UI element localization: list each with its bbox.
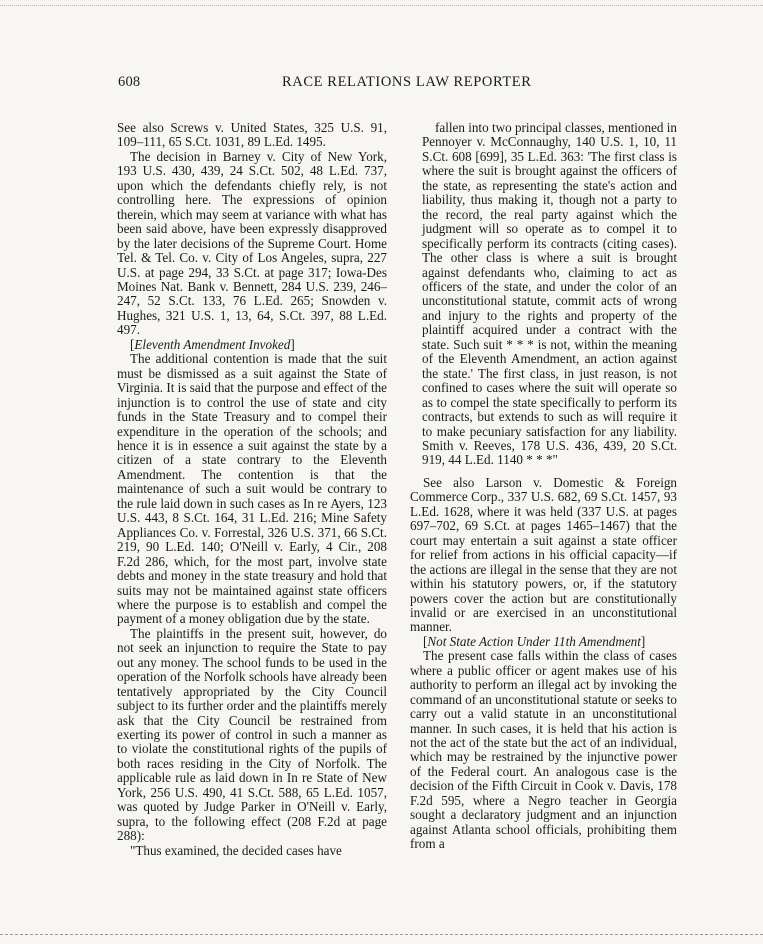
paragraph-present-case: The present case falls within the class of cases where a public officer or agent makes use of his authority to perform an illegal act by invoking the command of an unconstitutional statute or seeks to carry out a valid statute in an unconstitutional manner. In such cases, it is held that his action is not the act of the state but the act of an individual, which may be restrained by the injunctive power of the Federal court. An analogous case is the decision of the Fifth Circuit in Cook v. Davis, 178 F.2d 595, where a Negro teacher in Georgia sought a declaratory judgment and an injunction against Atlanta school officials, prohibiting them from a <box>410 648 677 852</box>
running-title: RACE RELATIONS LAW REPORTER <box>282 74 532 90</box>
section-heading-not-state-action <box>410 635 677 649</box>
paragraph-additional-contention: The additional contention is made that the suit must be dismissed as a suit against the State of Virginia. It is said that the purpose and effect of the injunction is to control the use of state and city funds in the State Treasury and to compel their expenditure in the operation of the schools; and hence it is in essence a suit against the state by a citizen of a state contrary to the Eleventh Amendment. The contention is that the maintenance of such a suit would be contrary to the rule laid down in such cases as In re Ayers, 123 U.S. 443, 8 S.Ct. 164, 31 L.Ed. 216; Mine Safety Appliances Co. v. Forrestal, 326 U.S. 371, 66 S.Ct. 219, 90 L.Ed. 140; O'Neill v. Early, 4 Cir., 208 F.2d 286, which, for the most part, involve state debts and money in the state treasury and hold that suits may not be maintained against state officers where the purpose is to establish and compel the payment of a money obligation due by the state. <box>117 351 387 627</box>
quote-start: "Thus examined, the decided cases have <box>130 842 342 858</box>
page-header <box>118 74 678 92</box>
paragraph-plaintiffs-present-suit: The plaintiffs in the present suit, however, do not seek an injunction to require the State to pay out any money. The school funds to be used in the operation of the Norfolk schools have already been tentatively appropriated by the City Council subject to its further order and the plaintiffs merely ask that the City Council be restrained from exerting its power of control in such a manner as to violate the constitutional rights of the pupils of both races residing in the City of Norfolk. The applicable rule as laid down in In re State of New York, 256 U.S. 490, 41 S.Ct. 588, 65 L.Ed. 1057, was quoted by Judge Parker in O'Neill v. Early, supra, to the following effect (208 F.2d at page 288): <box>117 625 387 844</box>
heading-bracket-close: ] <box>640 633 646 649</box>
right-column <box>410 121 677 852</box>
heading-text: Not State Action Under 11th Amendment <box>427 633 641 649</box>
section-heading-eleventh-amendment <box>117 338 387 352</box>
quote-continuation: fallen into two principal classes, mentioned in Pennoyer v. McConnaughy, 140 U.S. 1, 10, 11 S.Ct. 608 [699], 35 L.Ed. 363: 'The first class is where the suit is brought against the officers of the state, as representing the state's action and liability, thus making it, though not a party to the record, the real party against which the judgment will so operate as to compel it to specifically perform its contracts (citing cases). The other class is where a suit is brought against defendants who, claiming to act as officers of the state, and under the color of an unconstitutional statute, commit acts of wrong and injury to the rights and property of the plaintiff acquired under a contract with the state. Such suit * * * is not, within the meaning of the Eleventh Amendment, an action against the state.' The first class, in just reason, is not confined to cases where the suit will operate so as to compel the state specifically to perform its contracts, but extends to such as will require it to make pecuniary satisfaction for any liability. Smith v. Reeves, 178 U.S. 436, 439, 20 S.Ct. 919, 44 L.Ed. 1140 * * *" <box>422 120 677 468</box>
heading-bracket-open: [ <box>423 633 428 649</box>
left-column <box>117 121 387 858</box>
paragraph-larson-citation: See also Larson v. Domestic & Foreign Commerce Corp., 337 U.S. 682, 69 S.Ct. 1457, 93 L.Ed. 1628, where it was held (337 U.S. at pages 697–702, 69 S.Ct. at pages 1465–1467) that the court may entertain a suit against a state officer for relief from actions in his official capacity—if the actions are illegal in the sense that they are not within his statutory powers, or, if the statutory powers cover the action but are constitutionally invalid or are exercised in an unconstitutional manner. <box>410 474 677 635</box>
heading-text: Eleventh Amendment Invoked <box>134 336 291 352</box>
page-edge-bottom <box>0 934 763 935</box>
heading-bracket-close: ] <box>290 336 295 352</box>
paragraph-screws-citation: See also Screws v. United States, 325 U.S. 91, 109–111, 65 S.Ct. 1031, 89 L.Ed. 1495. <box>117 120 387 150</box>
page-number: 608 <box>118 74 141 90</box>
heading-bracket-open: [ <box>130 336 135 352</box>
paragraph-barney-decision: The decision in Barney v. City of New York, 193 U.S. 430, 439, 24 S.Ct. 502, 48 L.Ed. 737, upon which the defendants chiefly rely, is not controlling here. The expressions of opinion therein, which may seem at variance with what has been said above, have been expressly disapproved by the later decisions of the Supreme Court. Home Tel. & Tel. Co. v. City of Los Angeles, supra, 227 U.S. at page 294, 33 S.Ct. at page 317; Iowa-Des Moines Nat. Bank v. Bennett, 284 U.S. 239, 246–247, 52 S.Ct. 133, 76 L.Ed. 265; Snowden v. Hughes, 321 U.S. 1, 13, 64, S.Ct. 397, 88 L.Ed. 497. <box>117 148 387 338</box>
page-edge-top <box>0 5 763 6</box>
